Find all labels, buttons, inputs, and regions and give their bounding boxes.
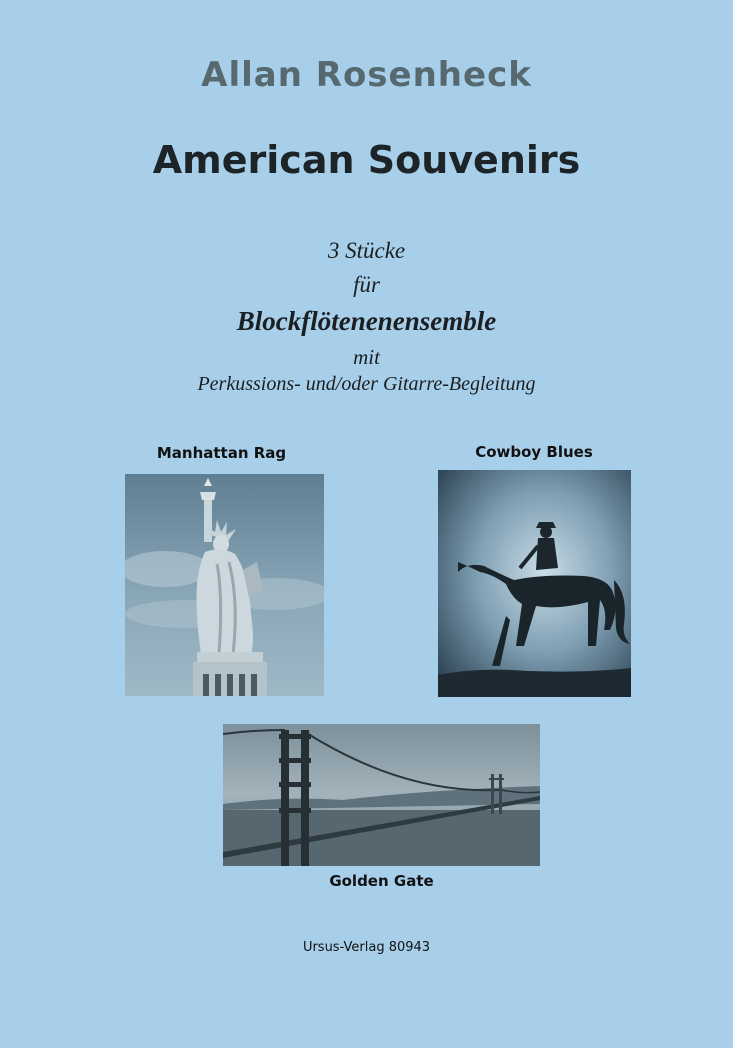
statue-of-liberty-photo [125,474,324,696]
accompaniment-line: Perkussions- und/oder Gitarre-Begleitung [197,373,536,395]
pieces-count-line: 3 Stücke [327,238,406,263]
caption-cowboy-blues: Cowboy Blues [475,443,593,461]
cover-title: American Souvenirs [152,138,581,182]
fuer-line: für [353,272,380,297]
ensemble-line: Blockflötenenensemble [236,306,497,336]
publisher-catalog: Ursus-Verlag 80943 [302,940,431,955]
composer-name: Allan Rosenheck [201,55,532,95]
caption-manhattan-rag: Manhattan Rag [156,444,287,462]
mit-line: mit [353,345,380,369]
caption-golden-gate: Golden Gate [329,872,434,890]
cowboy-silhouette-photo [438,470,631,697]
golden-gate-photo [223,724,540,866]
